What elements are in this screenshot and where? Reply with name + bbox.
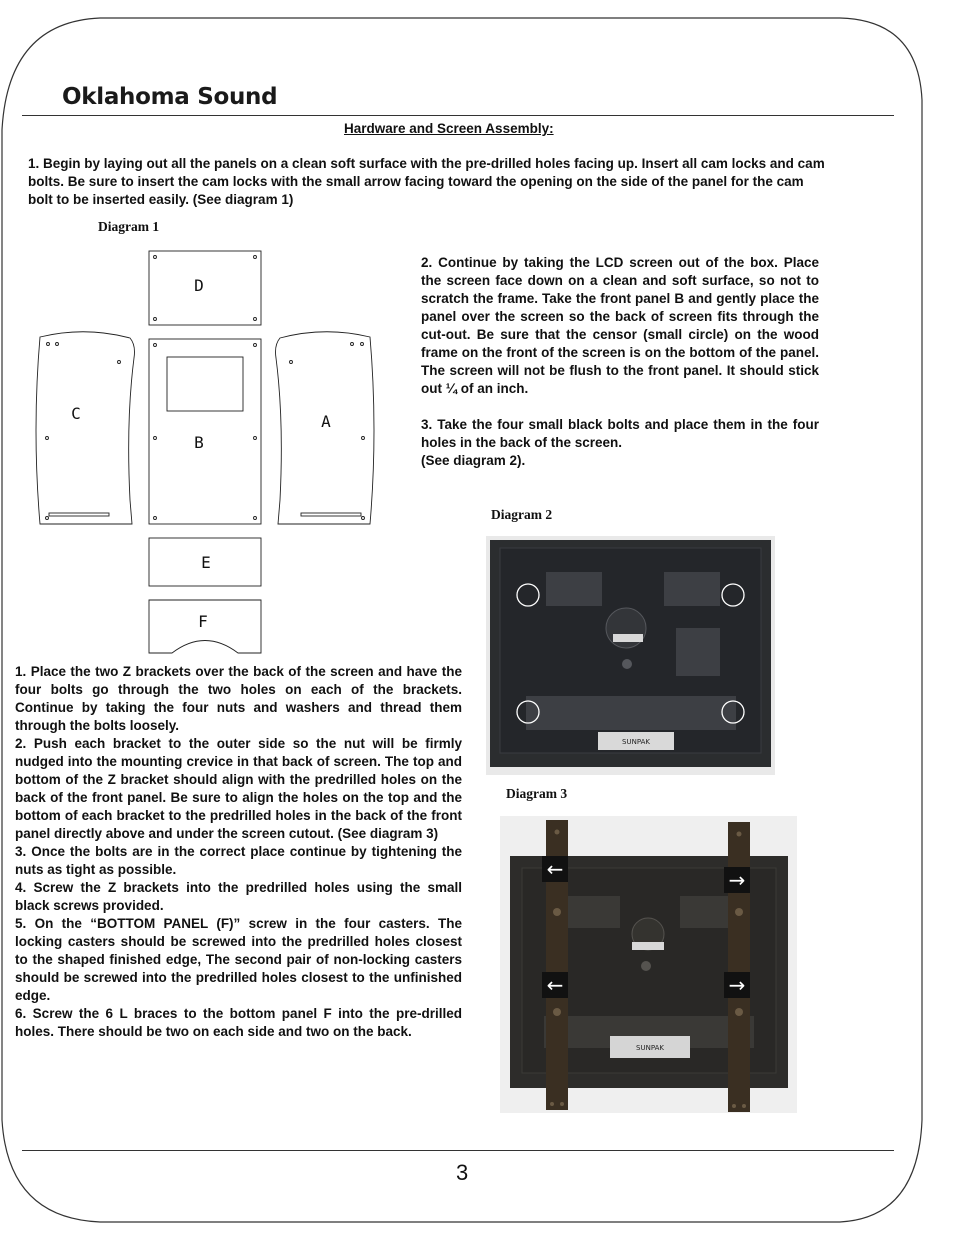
bracket-instructions [15,663,462,1041]
diagram2-brand-label: SUNPAK [622,738,650,746]
diagram2-photo [486,536,775,775]
panel-a-label: A [321,412,331,431]
diagram3-brand-label: SUNPAK [636,1044,664,1052]
step3-reference: (See diagram 2). [421,453,526,468]
intro-paragraph: 1. Begin by laying out all the panels on a clean soft surface with the pre-drilled holes facing up. Insert all cam locks and cam bolts. Be sure to insert the cam locks with the small arrow facing toward the opening on the side of the panel for the cam bolt to be inserted easily. (See diagram 1) [28,156,825,207]
panel-e-label: E [201,553,211,572]
step2-text: 2. Continue by taking the LCD screen out of the box. Place the screen face down on a clean and soft surface, so not to scratch the frame. Take the front panel B and gently place the panel over the screen so the back of screen fits through the cut-out. Be sure that the censor (small circle) on the wood frame on the front of the screen is on the bottom of the panel. The screen will not be flush to the front panel. It should stick out ¼ of an inch. [421,255,819,396]
panel-d [149,251,261,325]
right-instructions [421,254,819,470]
panel-f-label: F [198,612,208,631]
panel-c-label: C [71,404,81,423]
diagram3-caption: Diagram 3 [506,786,568,801]
arrow-right-icon: → [724,972,750,998]
panel-b-cutout [167,357,243,411]
panel-b-label: B [194,433,204,452]
arrow-left-icon: ← [542,972,568,998]
bracket-step: 2. Push each bracket to the outer side so the nut will be firmly nudged into the mounting crevice in that back of screen. The top and bottom of the Z bracket should align with the predrilled holes on the back of the front panel. Be sure to align the holes on the top and the bottom of each bracket to the predrilled holes in the back of the front panel directly above and under the screen cutout. (See diagram 3) [15,736,462,841]
bracket-step: 4. Screw the Z brackets into the predrilled holes using the small black screws provided. [15,880,462,913]
diagram3-photo [500,816,797,1113]
bracket-step: 3. Once the bolts are in the correct place continue by tightening the nuts as tight as possible. [15,844,462,877]
panel-b [149,339,261,524]
diagram1-caption: Diagram 1 [98,219,160,234]
footer-rule [22,1150,894,1151]
arrow-left-icon: ← [542,856,568,882]
bracket-step: 6. Screw the 6 L braces to the bottom panel F into the pre-drilled holes. There should be two on each side and two on the back. [15,1006,462,1039]
arrow-right-icon: → [724,867,750,893]
section-title: Hardware and Screen Assembly: [344,121,554,136]
page-number: 3 [456,1160,469,1185]
bracket-step: 1. Place the two Z brackets over the back of the screen and have the four bolts go through the two holes on each of the brackets. Continue by taking the four nuts and washers and thread them through the bolts loosely. [15,664,462,733]
brand-logo: Oklahoma Sound [62,84,278,110]
step3-text: 3. Take the four small black bolts and place them in the four holes in the back of the screen. [421,417,819,450]
diagram2-caption: Diagram 2 [491,507,553,522]
panel-d-label: D [194,276,204,295]
bracket-step: 5. On the “BOTTOM PANEL (F)” screw in the four casters. The locking casters should be screwed into the predrilled holes closest to the shaped finished edge, The second pair of non-locking casters should be screwed into the predrilled holes closest to the unfinished edge. [15,916,462,1003]
